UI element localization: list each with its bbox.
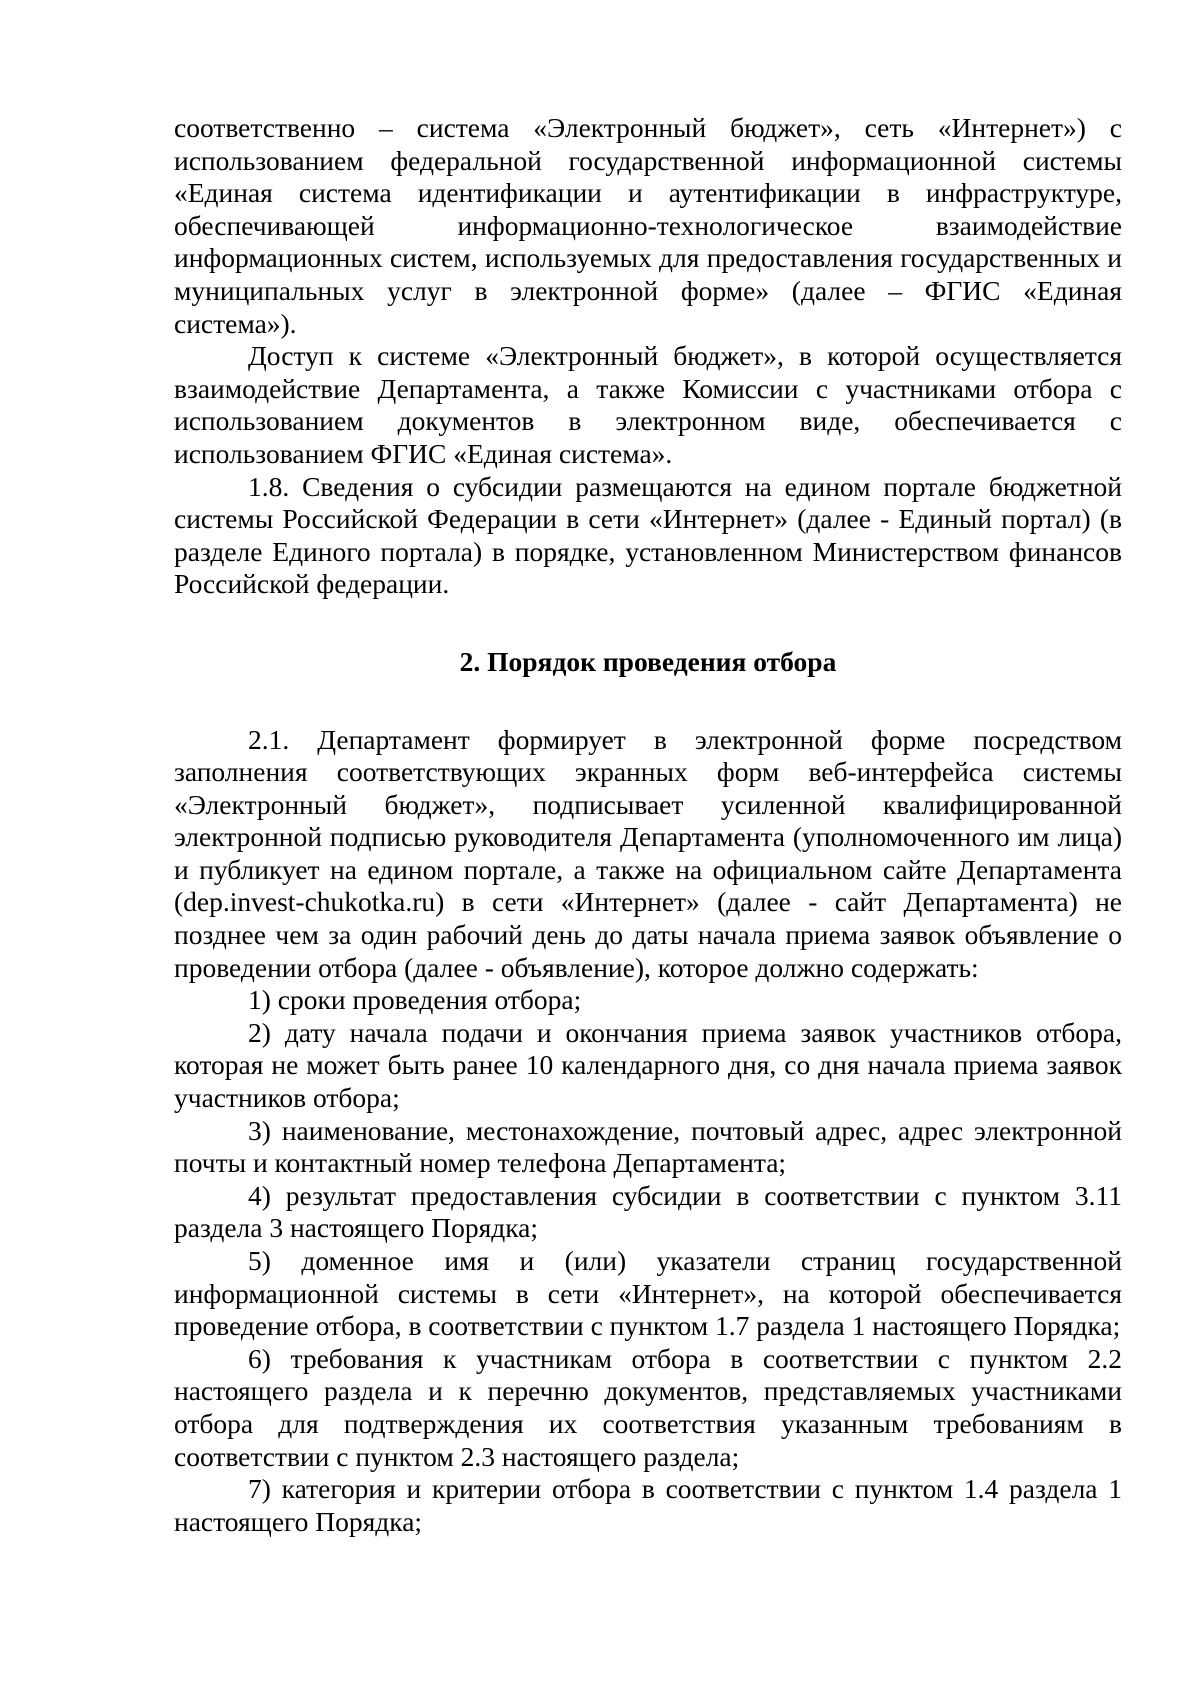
list-item-1: 1) сроки проведения отбора; — [248, 984, 582, 1016]
paragraph-2-1: 2.1. Департамент формирует в электронной форме посредством заполнения соответствующих экранных форм веб-интерфейса системы «Электронный бюджет», подписывает усиленной квалифицированной электронной подписью руководителя Департамента (уполномоченного им лица) и публикует на едином портале, а также на официальном сайте Департамента (dep.invest-chukotka.ru) в сети «Интернет» (далее - сайт Департамента) не позднее чем за один рабочий день до даты начала приема заявок объявление о проведении отбора (далее - объявление), которое должно содержать: — [174, 723, 1122, 983]
section-heading: 2. Порядок проведения отбора — [459, 645, 837, 677]
document-page — [174, 112, 1122, 1538]
list-item-2: 2) дату начала подачи и окончания приема заявок участников отбора, которая не может быть ранее 10 календарного дня, со дня начала приема заявок участников отбора; — [174, 1016, 1122, 1114]
list-item-5: 5) доменное имя и (или) указатели страниц государственной информационной системы в сети «Интернет», на которой обеспечивается проведение отбора, в соответствии с пунктом 1.7 раздела 1 настоящего Порядка; — [174, 1245, 1122, 1342]
list-item-7: 7) категория и критерии отбора в соответствии с пунктом 1.4 раздела 1 настоящего Порядка; — [174, 1473, 1122, 1537]
list-item-4: 4) результат предоставления субсидии в соответствии с пунктом 3.11 раздела 3 настоящего Порядка; — [174, 1179, 1122, 1244]
list-item-3: 3) наименование, местонахождение, почтовый адрес, адрес электронной почты и контактный номер телефона Департамента; — [174, 1114, 1122, 1179]
paragraph-continuation: соответственно – система «Электронный бюджет», сеть «Интернет») с использованием федеральной государственной информационной системы «Единая система идентификации и аутентификации в инфраструктуре, обеспечивающей информационно-технологическое взаимодействие информационных систем, используемых для предоставления государственных и муниципальных услуг в электронной форме» (далее – ФГИС «Единая система»). — [174, 112, 1122, 339]
paragraph-1-8: 1.8. Сведения о субсидии размещаются на едином портале бюджетной системы Российской Федерации в сети «Интернет» (далее - Единый портал) (в разделе Единого портала) в порядке, установленном Министерством финансов Российской федерации. — [174, 470, 1122, 600]
paragraph-access: Доступ к системе «Электронный бюджет», в которой осуществляется взаимодействие Департамента, а также Комиссии с участниками отбора с использованием документов в электронном виде, обеспечивается с использованием ФГИС «Единая система». — [174, 340, 1122, 469]
list-item-6: 6) требования к участникам отбора в соответствии с пунктом 2.2 настоящего раздела и к перечню документов, представляемых участниками отбора для подтверждения их соответствия указанным требованиям в соответствии с пунктом 2.3 настоящего раздела; — [174, 1342, 1122, 1472]
